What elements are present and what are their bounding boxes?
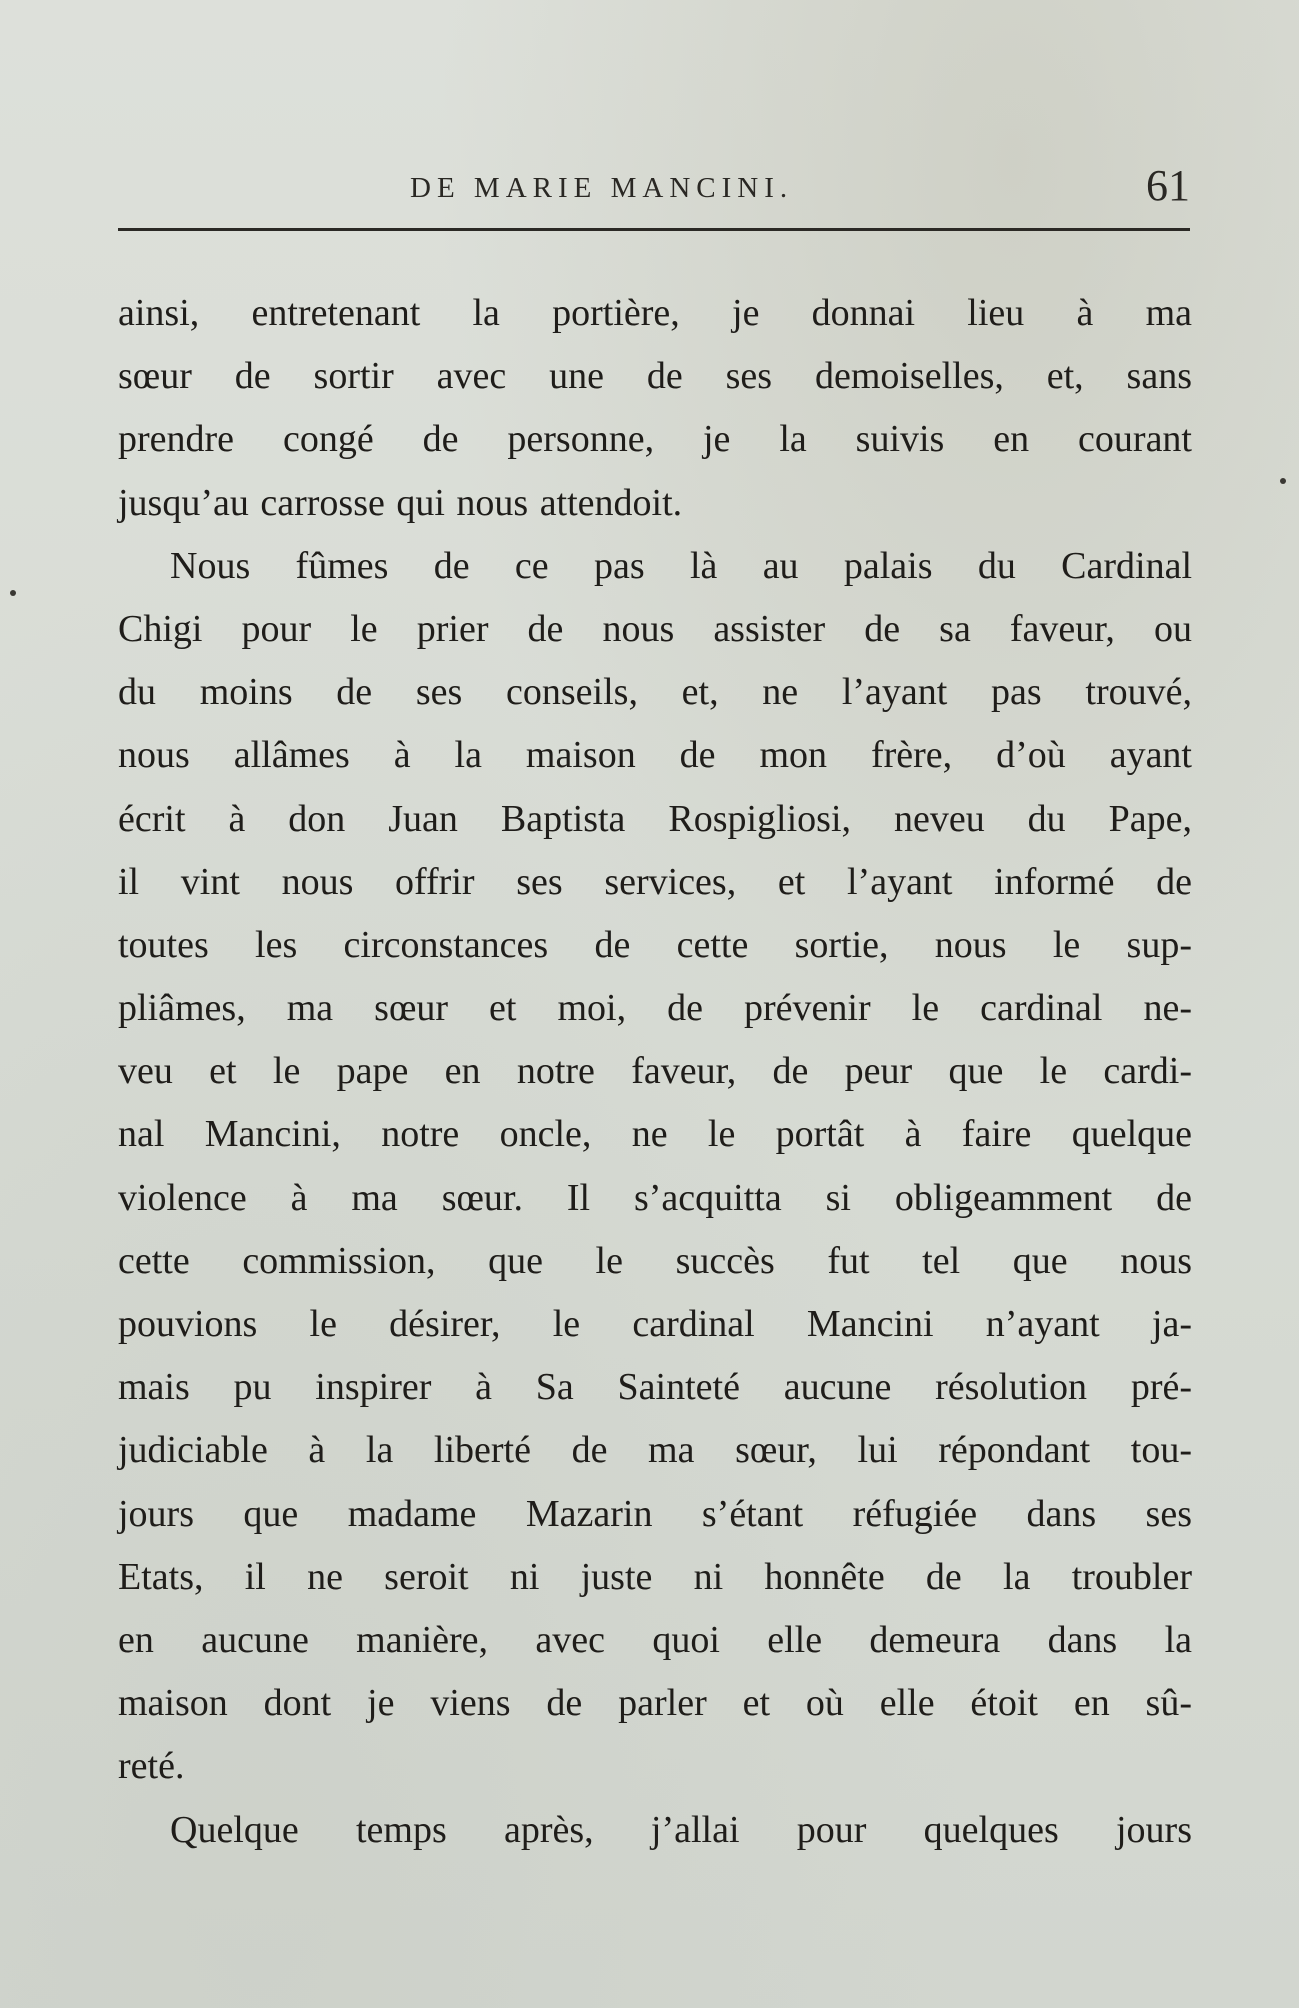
running-title: DE MARIE MANCINI.	[410, 172, 794, 204]
text-line: toutes les circonstances de cette sortie, nous le sup-	[118, 923, 1192, 966]
page-header	[118, 160, 1190, 220]
text-line: Chigi pour le prier de nous assister de sa faveur, ou	[118, 607, 1192, 650]
text-line: jusqu’au carrosse qui nous attendoit.	[118, 481, 683, 524]
text-line: jours que madame Mazarin s’étant réfugiée dans ses	[118, 1492, 1192, 1535]
paper-speck	[10, 590, 16, 596]
text-line: judiciable à la liberté de ma sœur, lui répondant tou-	[118, 1429, 1192, 1472]
text-line: pliâmes, ma sœur et moi, de prévenir le cardinal ne-	[118, 987, 1192, 1030]
header-rule	[118, 228, 1190, 231]
page-number: 61	[1146, 161, 1190, 210]
body-text	[118, 282, 1192, 1862]
text-line: Nous fûmes de ce pas là au palais du Cardinal	[170, 544, 1192, 587]
text-line: il vint nous offrir ses services, et l’ayant informé de	[118, 860, 1192, 903]
text-line: mais pu inspirer à Sa Sainteté aucune résolution pré-	[118, 1366, 1192, 1409]
text-line: ainsi, entretenant la portière, je donnai lieu à ma	[118, 292, 1192, 334]
text-line: Etats, il ne seroit ni juste ni honnête de la troubler	[118, 1555, 1192, 1598]
text-line: nal Mancini, notre oncle, ne le portât à faire quelque	[118, 1113, 1192, 1156]
text-line: sœur de sortir avec une de ses demoiselles, et, sans	[118, 355, 1192, 398]
text-line: du moins de ses conseils, et, ne l’ayant pas trouvé,	[118, 671, 1192, 714]
text-line: écrit à don Juan Baptista Rospigliosi, neveu du Pape,	[118, 797, 1192, 840]
text-line: prendre congé de personne, je la suivis en courant	[118, 418, 1192, 461]
text-line: maison dont je viens de parler et où elle étoit en sû-	[118, 1682, 1192, 1725]
paper-speck	[1280, 478, 1286, 484]
text-line: en aucune manière, avec quoi elle demeura dans la	[118, 1618, 1192, 1661]
text-line: Quelque temps après, j’allai pour quelques jours	[170, 1808, 1192, 1851]
text-line: cette commission, que le succès fut tel que nous	[118, 1239, 1192, 1282]
text-line: violence à ma sœur. Il s’acquitta si obligeamment de	[118, 1176, 1192, 1219]
text-line: reté.	[118, 1745, 185, 1788]
text-line: pouvions le désirer, le cardinal Mancini n’ayant ja-	[118, 1303, 1192, 1345]
text-line: veu et le pape en notre faveur, de peur que le cardi-	[118, 1050, 1192, 1093]
text-line: nous allâmes à la maison de mon frère, d’où ayant	[118, 734, 1192, 777]
